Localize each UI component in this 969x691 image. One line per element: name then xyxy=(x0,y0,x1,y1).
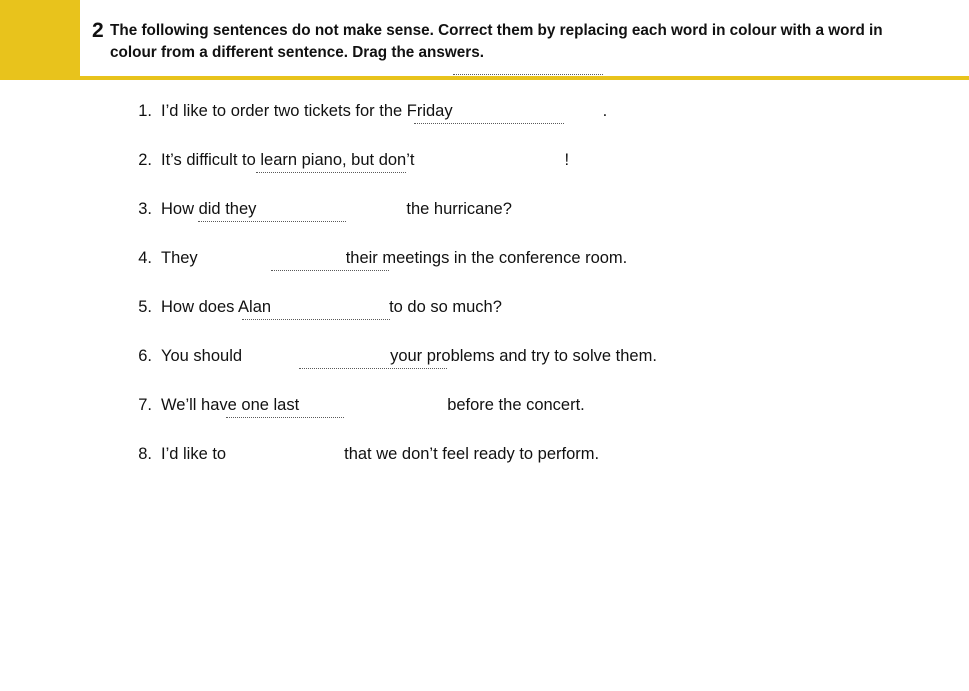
item-number: 6. xyxy=(138,347,152,365)
sentence-before: How did they xyxy=(161,200,257,218)
item-sentence xyxy=(161,102,607,121)
exercise-item xyxy=(0,200,969,219)
sentence-after: to do so much? xyxy=(389,298,502,316)
item-sentence xyxy=(161,249,627,268)
exercise-instructions: The following sentences do not make sense. Correct them by replacing each word in colour with a word in colour from a different sentence. Drag the answers. xyxy=(110,22,883,61)
header-divider xyxy=(0,76,969,80)
exercise-item xyxy=(0,445,969,464)
sentence-after: ! xyxy=(564,151,570,169)
exercise-header xyxy=(0,0,969,76)
drop-blank[interactable] xyxy=(198,249,346,268)
sentence-before: How does Alan xyxy=(161,298,272,316)
drop-blank[interactable] xyxy=(226,445,344,464)
exercise-number-block xyxy=(0,0,80,76)
item-sentence xyxy=(161,347,657,366)
sentence-after: the hurricane? xyxy=(406,200,512,218)
page-footer-space xyxy=(0,494,969,554)
item-number: 5. xyxy=(138,298,152,316)
exercise-items xyxy=(0,102,969,464)
drop-blank[interactable] xyxy=(414,151,564,170)
exercise-item xyxy=(0,396,969,415)
sentence-after: their meetings in the conference room. xyxy=(345,249,628,267)
item-sentence xyxy=(161,200,512,219)
sentence-after: . xyxy=(602,102,608,120)
item-number: 3. xyxy=(138,200,152,218)
sentence-after: that we don’t feel ready to perform. xyxy=(344,445,600,463)
sentence-after: your problems and try to solve them. xyxy=(390,347,657,365)
sentence-after: before the concert. xyxy=(447,396,585,414)
item-number: 2. xyxy=(138,151,152,169)
drop-blank[interactable] xyxy=(256,200,406,219)
exercise-item xyxy=(0,102,969,121)
item-number: 1. xyxy=(138,102,152,120)
item-sentence xyxy=(161,151,569,170)
exercise-item xyxy=(0,298,969,317)
item-number: 7. xyxy=(138,396,152,414)
item-sentence xyxy=(161,298,502,317)
exercise-number: 2 xyxy=(92,19,104,42)
item-number: 8. xyxy=(138,445,152,463)
exercise-item xyxy=(0,347,969,366)
sentence-before: I’d like to xyxy=(161,445,227,463)
sentence-before: I’d like to order two tickets for the Friday xyxy=(161,102,453,120)
exercise-item xyxy=(0,249,969,268)
drop-blank[interactable] xyxy=(299,396,447,415)
sentence-before: It’s difficult to learn piano, but don’t xyxy=(161,151,415,169)
item-sentence xyxy=(161,396,585,415)
drop-blank[interactable] xyxy=(453,102,603,121)
drop-blank[interactable] xyxy=(271,298,389,317)
item-number: 4. xyxy=(138,249,152,267)
sentence-before: You should xyxy=(161,347,243,365)
sentence-before: They xyxy=(161,249,198,267)
drop-blank[interactable] xyxy=(242,347,390,366)
exercise-item xyxy=(0,151,969,170)
sentence-before: We’ll have one last xyxy=(161,396,300,414)
item-sentence xyxy=(161,445,599,464)
